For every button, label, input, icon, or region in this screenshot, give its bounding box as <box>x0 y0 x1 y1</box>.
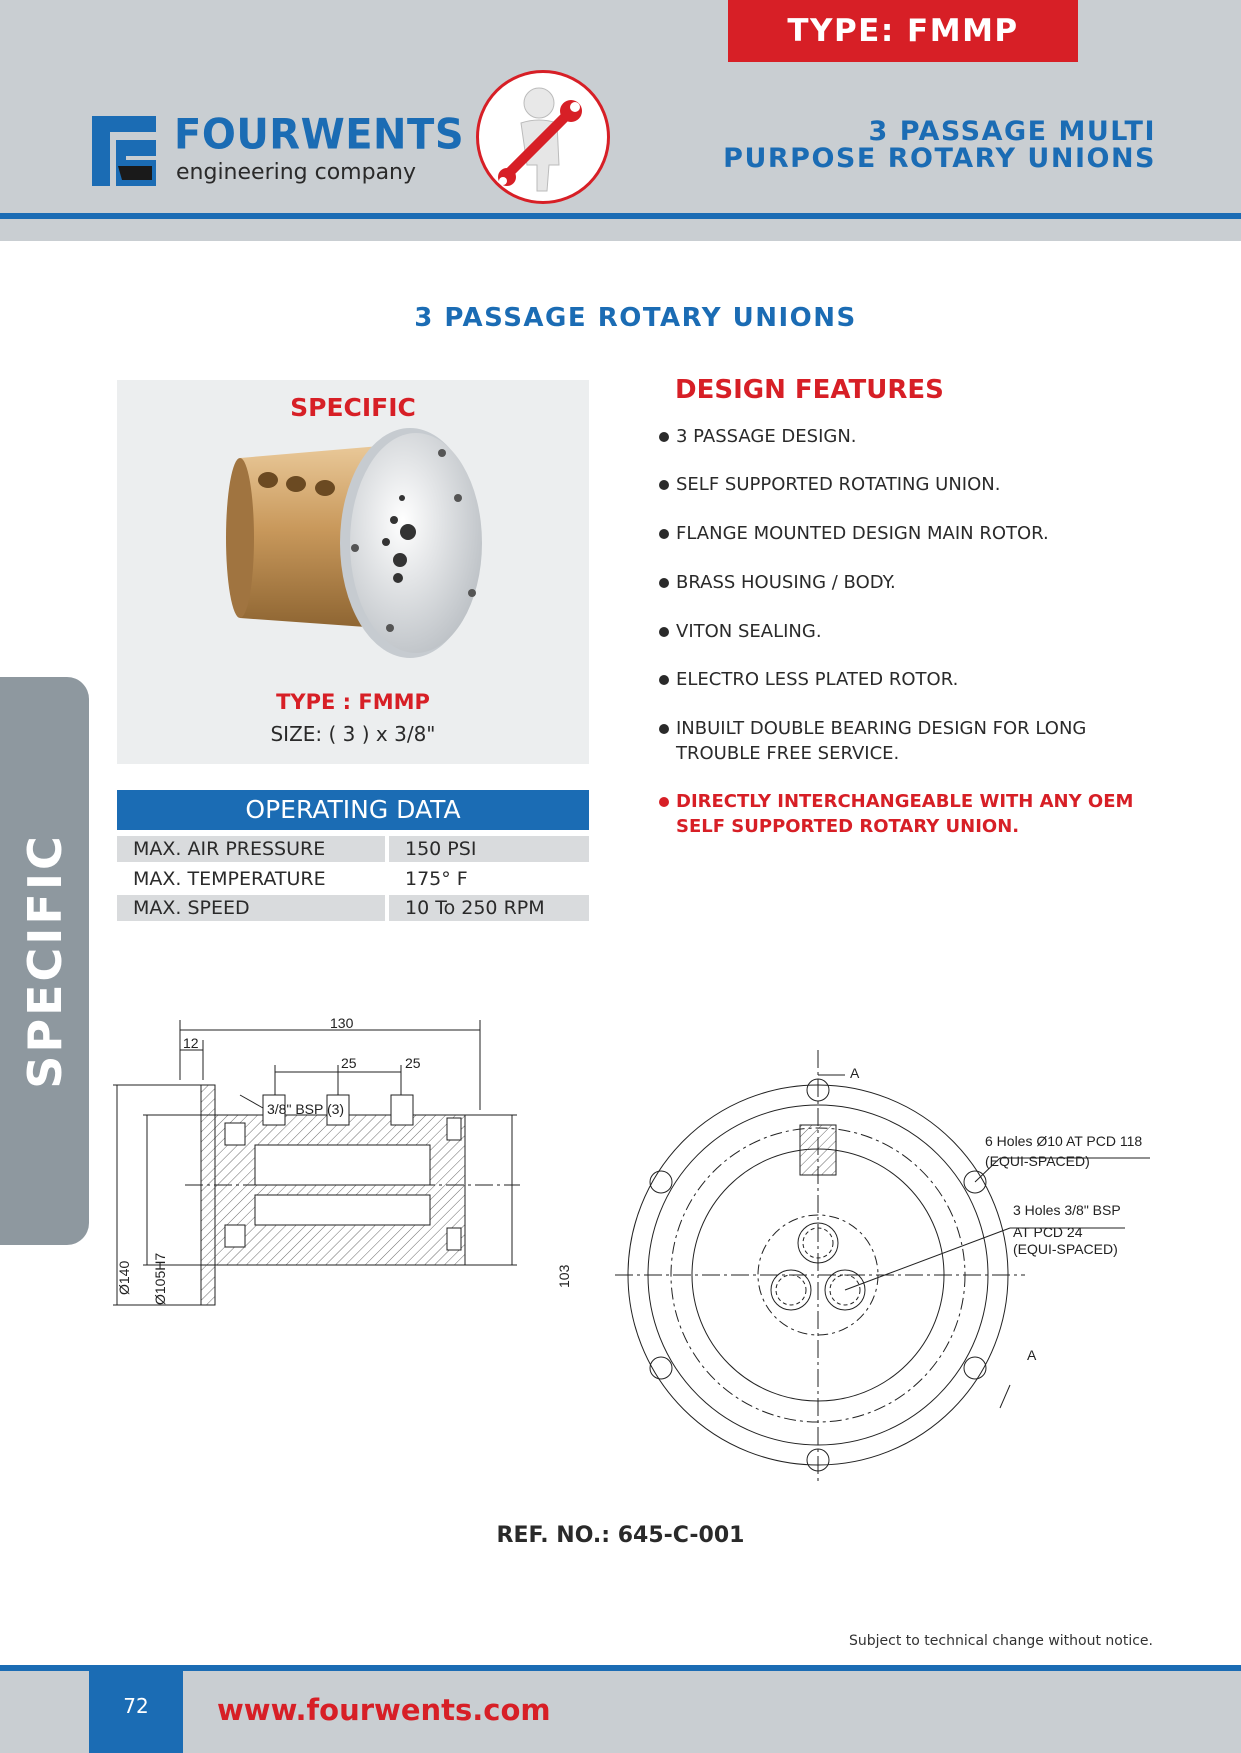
reference-number: REF. NO.: 645-C-001 <box>496 1523 745 1548</box>
page-number: 72 <box>89 1671 183 1753</box>
footer-band <box>0 1671 1241 1753</box>
wrench-mascot-icon <box>476 70 610 204</box>
table-row <box>117 866 589 892</box>
header-title-line1: 3 PASSAGE MULTI <box>868 116 1156 147</box>
bullet-icon <box>659 797 669 807</box>
list-item: ELECTRO LESS PLATED ROTOR. <box>658 667 1146 692</box>
table-row <box>117 836 589 862</box>
operating-data-value: 150 PSI <box>389 836 589 862</box>
operating-data-value: 175° F <box>405 868 468 890</box>
fourwents-logo-icon <box>92 116 156 186</box>
dim-flange-thickness: 12 <box>183 1035 199 1051</box>
header-title-line2: PURPOSE ROTARY UNIONS <box>723 143 1156 174</box>
bullet-icon <box>659 480 669 490</box>
list-item: SELF SUPPORTED ROTATING UNION. <box>658 472 1146 497</box>
list-item: INBUILT DOUBLE BEARING DESIGN FOR LONG TROUBLE FREE SERVICE. <box>658 716 1146 766</box>
product-type: TYPE : FMMP <box>276 690 430 714</box>
dim-flange-diameter: Ø140 <box>116 1260 132 1295</box>
holes-note-line2: (EQUI-SPACED) <box>985 1153 1090 1169</box>
side-tab-label: SPECIFIC <box>18 833 72 1089</box>
product-photo <box>210 428 510 688</box>
list-item: VITON SEALING. <box>658 619 1146 644</box>
operating-data-label: MAX. SPEED <box>117 895 385 921</box>
bullet-icon <box>659 529 669 539</box>
holes-note-line1: 6 Holes Ø10 AT PCD 118 <box>985 1133 1143 1149</box>
dim-port-pitch-b: 25 <box>405 1055 421 1071</box>
type-tab: TYPE: FMMP <box>728 0 1078 62</box>
header-title <box>723 118 1156 172</box>
section-mark-bottom: A <box>1027 1347 1037 1363</box>
brand-name: FOURWENTS <box>174 110 465 160</box>
product-panel-label: SPECIFIC <box>290 393 416 422</box>
dim-overall-length: 130 <box>330 1015 354 1031</box>
website-link[interactable]: www.fourwents.com <box>217 1693 551 1727</box>
ports-note-line3: (EQUI-SPACED) <box>1013 1241 1118 1257</box>
disclaimer: Subject to technical change without notice. <box>849 1633 1153 1649</box>
ports-note-line2: AT PCD 24 <box>1013 1224 1083 1240</box>
dim-body-diameter: 103 <box>556 1264 572 1288</box>
ports-note-line1: 3 Holes 3/8" BSP <box>1013 1202 1121 1218</box>
operating-data-value: 10 To 250 RPM <box>389 895 589 921</box>
technical-drawing <box>105 1010 1180 1490</box>
port-note: 3/8" BSP (3) <box>267 1101 345 1117</box>
operating-data-title: OPERATING DATA <box>117 790 589 830</box>
dim-spigot-diameter: Ø105H7 <box>152 1252 168 1305</box>
list-item: FLANGE MOUNTED DESIGN MAIN ROTOR. <box>658 521 1146 546</box>
design-features-title: DESIGN FEATURES <box>675 375 944 405</box>
bullet-icon <box>659 675 669 685</box>
table-row <box>117 895 589 921</box>
bullet-icon <box>659 724 669 734</box>
dim-port-pitch-a: 25 <box>341 1055 357 1071</box>
header-shadow-band <box>0 219 1241 241</box>
brand-tagline: engineering company <box>176 160 417 185</box>
operating-data-label: MAX. TEMPERATURE <box>133 868 326 890</box>
page-heading: 3 PASSAGE ROTARY UNIONS <box>414 303 857 333</box>
bullet-icon <box>659 578 669 588</box>
bullet-icon <box>659 432 669 442</box>
operating-data-label: MAX. AIR PRESSURE <box>117 836 385 862</box>
list-item: BRASS HOUSING / BODY. <box>658 570 1146 595</box>
list-item: 3 PASSAGE DESIGN. <box>658 424 1146 449</box>
section-mark-top: A <box>850 1065 860 1081</box>
bullet-icon <box>659 627 669 637</box>
list-item-highlight: DIRECTLY INTERCHANGEABLE WITH ANY OEM SELF SUPPORTED ROTARY UNION. <box>658 789 1146 839</box>
product-size: SIZE: ( 3 ) x 3/8" <box>270 722 436 746</box>
